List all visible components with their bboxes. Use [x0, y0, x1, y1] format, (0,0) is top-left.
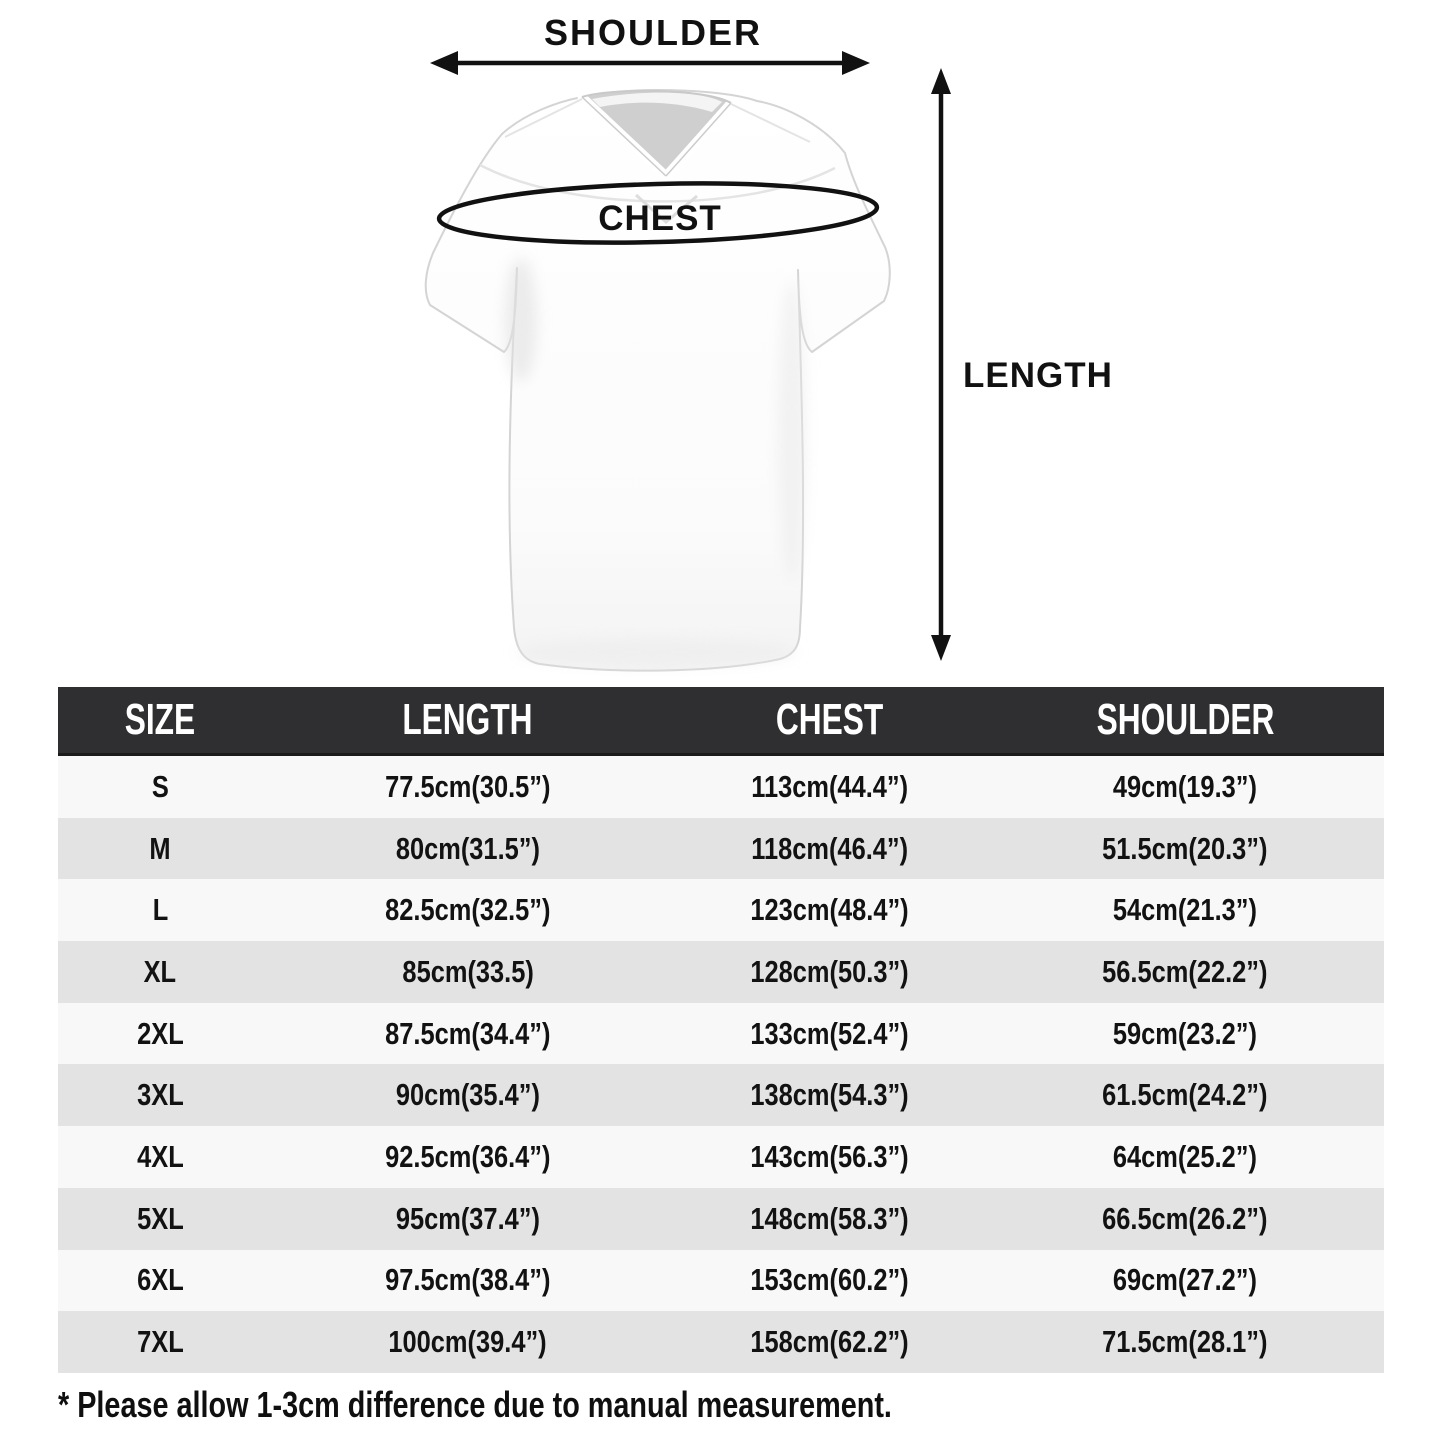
table-row-7xl — [58, 1311, 1384, 1373]
cell-size: 5XL — [136, 1200, 184, 1236]
cell-shoulder: 49cm(19.3”) — [1112, 768, 1258, 804]
col-header-size-label: SIZE — [124, 695, 196, 744]
shirt-measurement-diagram — [0, 0, 1445, 688]
cell-length: 95cm(37.4”) — [395, 1200, 540, 1236]
cell-length: 92.5cm(36.4”) — [385, 1138, 551, 1174]
col-header-shoulder-label: SHOULDER — [1096, 695, 1274, 744]
shoulder-label: SHOULDER — [543, 12, 763, 53]
cell-shoulder: 69cm(27.2”) — [1112, 1262, 1258, 1298]
table-row-3xl — [58, 1064, 1384, 1126]
table-row-2xl — [58, 1003, 1384, 1065]
measurement-disclaimer: * Please allow 1-3cm difference due to manual measurement. — [58, 1384, 892, 1425]
length-annotation — [931, 68, 1113, 661]
col-header-length-label: LENGTH — [402, 695, 533, 744]
cell-chest: 143cm(56.3”) — [750, 1138, 909, 1174]
cell-shoulder: 66.5cm(26.2”) — [1102, 1200, 1268, 1236]
cell-size: 2XL — [136, 1015, 184, 1051]
col-header-shoulder — [986, 687, 1384, 753]
cell-length: 82.5cm(32.5”) — [385, 892, 551, 928]
chest-label: CHEST — [598, 199, 722, 238]
table-row-6xl — [58, 1250, 1384, 1312]
cell-chest: 148cm(58.3”) — [750, 1200, 909, 1236]
cell-chest: 118cm(46.4”) — [751, 830, 909, 866]
table-row-m — [58, 818, 1384, 880]
cell-shoulder: 56.5cm(22.2”) — [1102, 953, 1268, 989]
cell-size: L — [152, 892, 168, 928]
table-row-s — [58, 756, 1384, 818]
cell-chest: 153cm(60.2”) — [750, 1262, 909, 1298]
col-header-chest — [673, 687, 986, 753]
length-label: LENGTH — [963, 356, 1113, 395]
cell-length: 90cm(35.4”) — [395, 1077, 540, 1113]
cell-chest: 158cm(62.2”) — [750, 1324, 909, 1360]
cell-size: 3XL — [136, 1077, 184, 1113]
cell-chest: 123cm(48.4”) — [750, 892, 909, 928]
shirt-illustration — [426, 90, 890, 671]
cell-shoulder: 61.5cm(24.2”) — [1102, 1077, 1268, 1113]
col-header-chest-label: CHEST — [776, 695, 884, 744]
cell-chest: 113cm(44.4”) — [751, 768, 909, 804]
cell-length: 100cm(39.4”) — [388, 1324, 547, 1360]
cell-size: S — [151, 768, 169, 804]
cell-length: 80cm(31.5”) — [395, 830, 540, 866]
cell-size: M — [149, 830, 171, 866]
table-row-l — [58, 879, 1384, 941]
cell-size: 4XL — [136, 1138, 184, 1174]
table-header-row — [58, 687, 1384, 756]
cell-chest: 128cm(50.3”) — [750, 953, 909, 989]
cell-shoulder: 51.5cm(20.3”) — [1102, 830, 1268, 866]
cell-shoulder: 71.5cm(28.1”) — [1102, 1324, 1268, 1360]
cell-length: 85cm(33.5) — [402, 953, 534, 989]
table-row-4xl — [58, 1126, 1384, 1188]
cell-length: 97.5cm(38.4”) — [385, 1262, 551, 1298]
cell-size: 6XL — [136, 1262, 184, 1298]
table-row-5xl — [58, 1188, 1384, 1250]
cell-length: 77.5cm(30.5”) — [385, 768, 551, 804]
col-header-length — [262, 687, 673, 753]
cell-size: XL — [143, 953, 177, 989]
col-header-size — [58, 687, 262, 753]
shoulder-annotation — [430, 12, 870, 75]
size-table — [58, 687, 1384, 1373]
cell-shoulder: 54cm(21.3”) — [1112, 892, 1258, 928]
cell-shoulder: 64cm(25.2”) — [1112, 1138, 1258, 1174]
cell-shoulder: 59cm(23.2”) — [1112, 1015, 1258, 1051]
cell-size: 7XL — [136, 1324, 184, 1360]
cell-length: 87.5cm(34.4”) — [385, 1015, 551, 1051]
cell-chest: 133cm(52.4”) — [750, 1015, 909, 1051]
table-row-xl — [58, 941, 1384, 1003]
cell-chest: 138cm(54.3”) — [750, 1077, 909, 1113]
